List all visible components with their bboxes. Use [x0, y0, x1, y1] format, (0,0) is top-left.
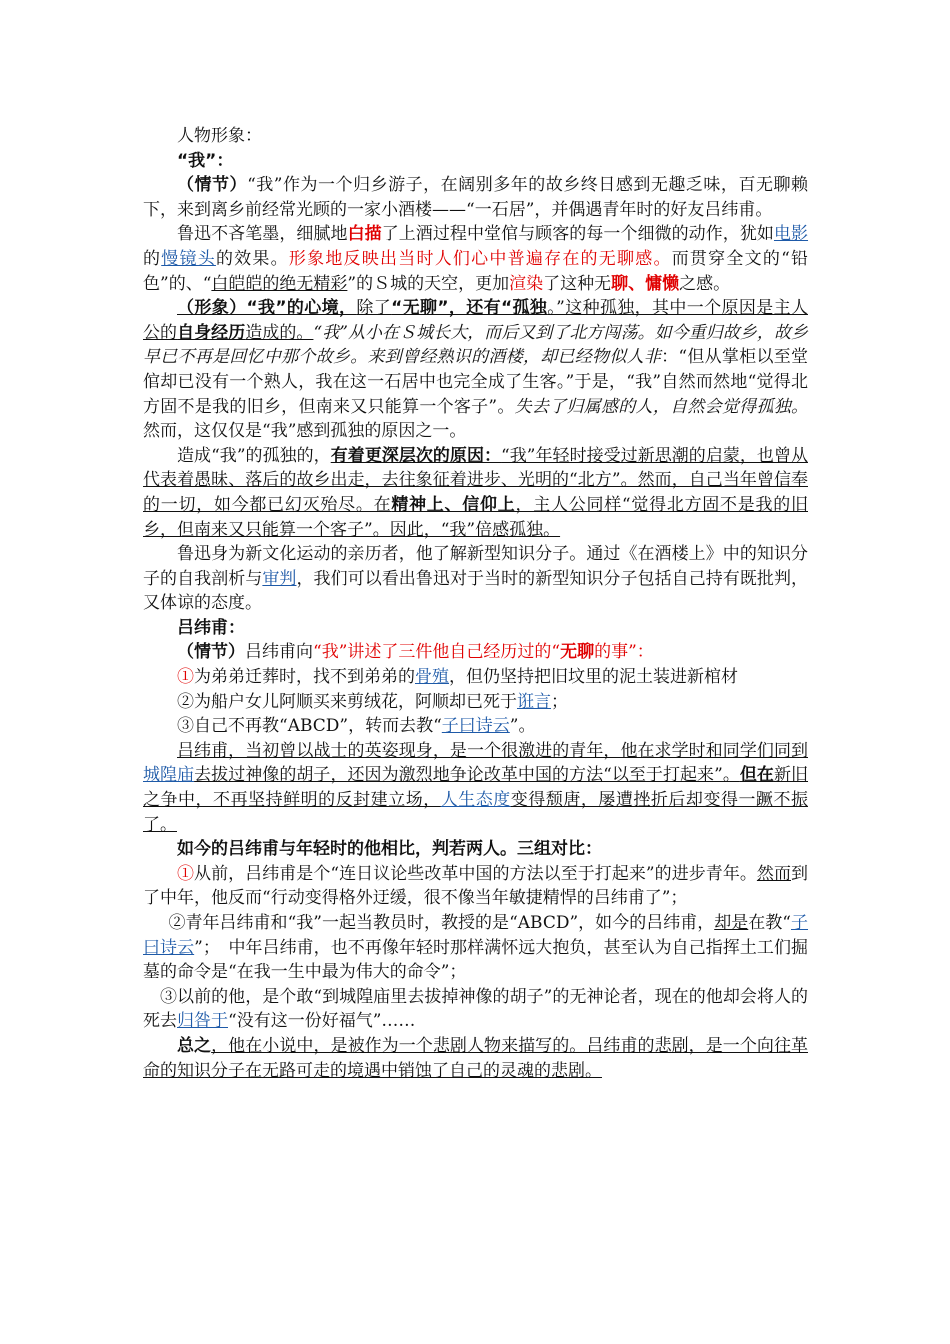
text-span: 的: [143, 248, 162, 269]
document-body: [143, 124, 808, 1083]
text-span: ；: [551, 691, 568, 712]
list-item-3: [143, 714, 808, 739]
comparison-item-3: [143, 985, 808, 1034]
text-span: 吕纬甫，当初曾以战士的英姿现身，是一个很激进的青年，他在求学时和同学们同到: [177, 740, 808, 761]
link-attribute[interactable]: 归咎于: [177, 1011, 228, 1032]
text-span: 为船户女儿阿顺买来剪绒花，阿顺却已死于: [194, 691, 517, 712]
highlight-render: 渲染: [509, 273, 544, 294]
text-span: 的效果。: [215, 248, 289, 269]
paragraph-white-drawing: [143, 222, 808, 296]
comparison-number-2: ②: [168, 913, 186, 933]
text-span: “我”年轻时接受过新思潮的启蒙，也曾从代表着愚昧、落后的故乡出走，去往象征着进步、光明的“北方”。然而，自己当年曾信奉的一切，如今都已幻灭殆尽。在: [143, 445, 808, 515]
bold-state-of-mind: （形象）“我”的心境，: [177, 298, 357, 319]
comparison-heading: 如今的吕纬甫与年轻时的他相比，判若两人。三组对比：: [177, 839, 602, 860]
subheading-lv-weifu: [143, 616, 808, 641]
text-span: 。”这种孤独，其中一个原因是主人公的: [143, 298, 808, 343]
text-span: ：“但从掌柜以至堂倌却已没有一个熟人，我在这一石居中也完全成了生客。”于是，“我”自然而然地“觉得北方固不是我的旧乡，但南来又只能算一个客子”。: [143, 347, 808, 417]
paragraph-wo-plot: [143, 173, 808, 222]
text-span: 之感。: [679, 273, 731, 294]
text-span: 然而，这仅仅是“我”感到孤独的原因之一。: [143, 421, 467, 442]
subheading-lv-weifu-text: 吕纬甫：: [177, 617, 245, 638]
plot-tag: （情节）: [177, 175, 248, 196]
list-item-2: [143, 690, 808, 715]
text-span: 自己不再教“ABCD”，转而去教“: [194, 716, 442, 737]
text-span: 造成“我”的孤独的，: [177, 445, 331, 466]
underline-white-sky: 白皑皑的绝无精彩: [211, 273, 348, 294]
italic-hometown: “我”从小在Ｓ城长大，而后又到了北方闯荡。如今重归故乡，故乡早已不再是回忆中那个故乡。来到曾经熟识的酒楼，却已经物似人非: [143, 322, 809, 368]
paragraph-deeper-reason: [143, 444, 808, 542]
plot-tag-lv: （情节）: [177, 642, 245, 663]
link-bones[interactable]: 骨殖: [415, 667, 449, 688]
red-things-end: 的事”：: [594, 642, 654, 663]
text-span: 而贯穿全文的“铅色”的、“: [143, 248, 809, 294]
link-city-god-temple[interactable]: 城隍庙: [143, 765, 195, 786]
highlight-boredom: 形象地反映出当时人们心中普遍存在的无聊感。: [288, 248, 672, 269]
text-span: ”； 中年吕纬甫，也不再像年轻时那样满怀远大抱负，甚至认为自己指挥土工们掘墓的命令是“在我一生中最为伟大的命令”；: [143, 937, 809, 983]
text-span: 从前，吕纬甫是个“连日议论些改革中国的方法以至于打起来”的进步青年。: [194, 863, 757, 884]
paragraph-lv-youth: [143, 739, 808, 837]
text-span: 以前的他，是个敢“到城隍庙里去拔掉神像的胡子”的无神论者，现在的他却会将人的死去: [143, 986, 808, 1032]
text-span: 鲁迅不吝笔墨，细腻地: [177, 224, 348, 245]
link-confucius-2[interactable]: 子曰诗云: [143, 913, 809, 958]
paragraph-lv-plot: [143, 640, 808, 665]
paragraph-wo-image: [143, 296, 808, 444]
text-span: 吕纬甫向: [245, 642, 313, 663]
underline-however: 然而: [756, 863, 791, 884]
underline-yet: 却是: [714, 913, 749, 933]
red-bold-boring: 无聊: [560, 642, 595, 663]
item-number-2: ②: [177, 691, 194, 712]
paragraph-comparison-heading: [143, 837, 808, 862]
subheading-wo: [143, 149, 808, 174]
text-span: 了上酒过程中堂倌与顾客的每一个细微的动作，犹如: [381, 224, 774, 245]
comparison-item-2: [143, 911, 808, 985]
text-span: ，主人公同样“觉得北方固不是我的旧乡，但南来又只能算一个客子”。因此，“我”倍感孤独。: [143, 494, 808, 540]
text-span: ，但仍坚持把旧坟里的泥土装进新棺材: [449, 667, 738, 688]
text-span: ”的Ｓ城的天空，更加: [347, 273, 510, 294]
paragraph-conclusion: [143, 1034, 808, 1083]
comparison-number-3: ③: [160, 986, 178, 1007]
highlight-lazy: 聊、慵懒: [611, 273, 680, 294]
section-heading-character-images: 人物形象：: [177, 126, 262, 146]
plot-text: “我”作为一个归乡游子，在阔别多年的故乡终日感到无趣乏味，百无聊赖下，来到离乡前经常光顾的一家小酒楼——“一石居”，并偶遇青年时的好友吕纬甫。: [143, 175, 809, 220]
comparison-number-1: ①: [177, 863, 195, 884]
item-number-3: ③: [177, 716, 194, 737]
item-number-1: ①: [177, 667, 194, 688]
bold-deeper-reason: 有着更深层次的原因：: [330, 445, 502, 466]
text-span: ，我们可以看出鲁迅对于当时的新型知识分子包括自己持有既批判，又体谅的态度。: [143, 568, 809, 614]
link-confucius[interactable]: 子曰诗云: [441, 716, 510, 737]
text-span: 了这种无: [543, 273, 612, 294]
red-three-things: “我”讲述了三件他自己经历过的“: [313, 642, 561, 663]
bold-in-summary: 总之: [177, 1035, 212, 1056]
text-span: 在教“: [748, 913, 791, 933]
text-span: 变得颓唐，屡遭挫折后却变得一蹶不振了。: [143, 790, 809, 835]
bold-but: 但在: [739, 765, 774, 786]
underline-conclusion: ，他在小说中，是被作为一个悲剧人物来描写的。吕纬甫的悲剧，是一个向往革命的知识分子在无路可走的境遇中销蚀了自己的灵魂的悲剧。: [143, 1035, 809, 1081]
text-span: ”。: [509, 716, 536, 737]
bold-own-experience: 自身经历: [177, 322, 246, 343]
italic-belonging: 失去了归属感的人，自然会觉得孤独。: [514, 396, 808, 417]
link-life-attitude[interactable]: 人生态度: [440, 790, 511, 811]
text-span: 新旧之争中，不再坚持鲜明的反封建立场，: [143, 765, 809, 811]
link-lie[interactable]: 诳言: [517, 691, 551, 712]
paragraph-lu-xun-attitude: [143, 542, 808, 616]
text-span: 去拔过神像的胡子，还因为激烈地争论改革中国的方法“以至于打起来”。: [194, 765, 740, 786]
bold-spirit-belief: 精神上、信仰上: [391, 494, 516, 515]
list-item-1: [143, 665, 808, 690]
text-span: 造成的。: [245, 322, 314, 343]
text-span: 除了: [356, 298, 392, 319]
text-span: 为弟弟迁葬时，找不到弟弟的: [194, 667, 415, 688]
comparison-item-1: [143, 862, 808, 911]
text-span: 青年吕纬甫和“我”一起当教员时，教授的是“ABCD”，如今的吕纬甫，: [185, 913, 715, 933]
link-judgement[interactable]: 审判: [262, 568, 297, 589]
link-slow-motion[interactable]: 慢镜头: [161, 248, 216, 269]
link-movie[interactable]: 电影: [773, 224, 809, 245]
text-span: “没有这一份好福气”……: [228, 1011, 416, 1032]
subheading-wo-text: “我”：: [177, 150, 234, 171]
bold-boredom-loneliness: “无聊”，还有“孤独: [391, 298, 548, 319]
text-span: 鲁迅身为新文化运动的亲历者，他了解新型知识分子。通过《在酒楼上》中的知识分子的自我剖析与: [143, 544, 808, 589]
text-span: 到了中年，他反而“行动变得格外迂缓，很不像当年敏捷精悍的吕纬甫了”；: [143, 863, 808, 909]
highlight-baimiao: 白描: [347, 224, 382, 245]
